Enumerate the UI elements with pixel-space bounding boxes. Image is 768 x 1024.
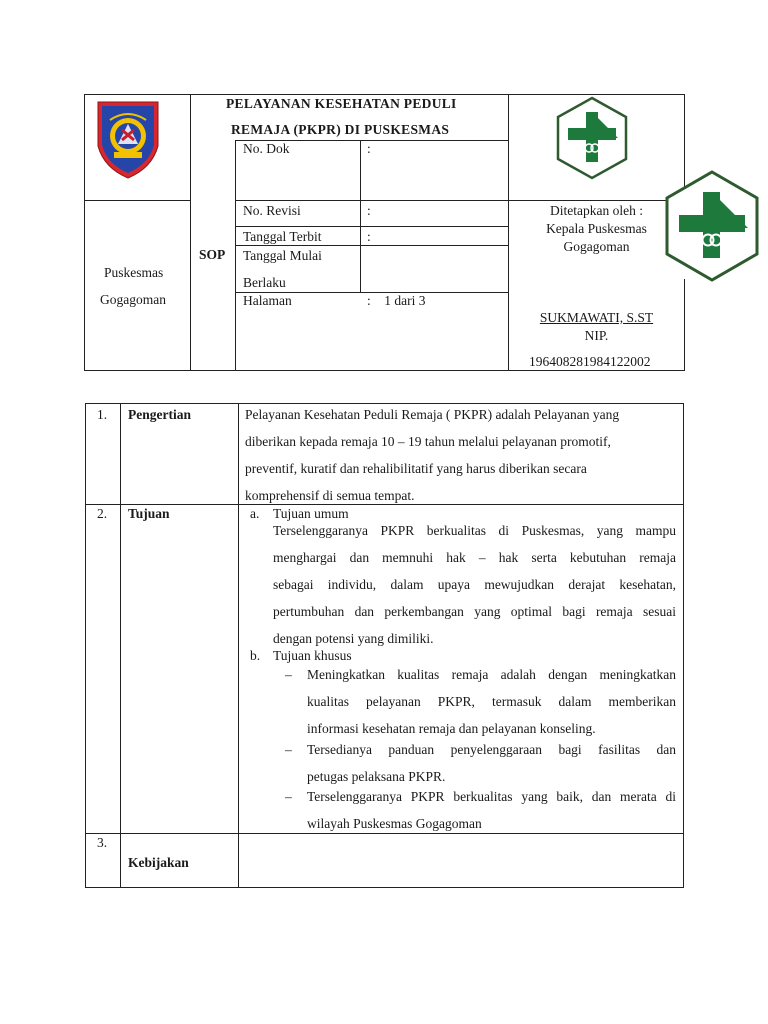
field-tanggal-mulai-label: Tanggal Mulai <box>243 248 322 263</box>
puskesmas-logo <box>556 96 628 180</box>
field-halaman-label: Halaman <box>243 293 292 308</box>
sop-label: SOP <box>199 247 226 262</box>
bullet-line: Tersedianya panduan penyelenggaraan bagi fasilitas dan <box>307 742 676 757</box>
section-number: 1. <box>97 407 108 422</box>
bullet-dash: – <box>285 667 292 682</box>
section-number: 2. <box>97 506 108 521</box>
approval-line1: Ditetapkan oleh : <box>550 203 643 218</box>
approver-name: SUKMAWATI, S.ST <box>539 310 654 325</box>
section-text-line: diberikan kepada remaja 10 – 19 tahun melalui pelayanan promotif, <box>245 434 611 449</box>
field-no-dok-label: No. Dok <box>243 141 290 156</box>
bullet-dash: – <box>285 789 292 804</box>
bullet-dash: – <box>285 742 292 757</box>
field-halaman-value: : 1 dari 3 <box>367 293 426 308</box>
approval-block <box>509 202 684 256</box>
section-heading: Pengertian <box>128 407 191 422</box>
sub-title: Tujuan khusus <box>273 648 352 663</box>
field-tanggal-terbit-value: : <box>367 229 371 244</box>
approval-line3: Gogagoman <box>563 239 630 254</box>
bullet-line: informasi kesehatan remaja dan pelayanan konseling. <box>307 721 596 736</box>
field-no-revisi-value: : <box>367 203 371 218</box>
sub-marker: b. <box>250 648 261 663</box>
section-number: 3. <box>97 835 108 850</box>
org-name-line1: Puskesmas <box>104 265 164 280</box>
bullet-line: Terselenggaranya PKPR berkualitas yang baik, dan merata di <box>307 789 676 804</box>
sub-text-line: dengan potensi yang dimiliki. <box>273 631 434 646</box>
sub-text-line: Terselenggaranya PKPR berkualitas di Puskesmas, yang mampu <box>273 523 676 538</box>
section-heading: Tujuan <box>128 506 170 521</box>
sub-text-line: menghargai dan memnuhi hak – hak serta kebutuhan remaja <box>273 550 676 565</box>
document-title-line2: REMAJA (PKPR) DI PUSKESMAS <box>231 122 450 137</box>
bullet-line: kualitas pelayanan PKPR, termasuk dalam memberikan <box>307 694 676 709</box>
section-text-line: komprehensif di semua tempat. <box>245 488 415 503</box>
section-text-line: Pelayanan Kesehatan Peduli Remaja ( PKPR) adalah Pelayanan yang <box>245 407 620 422</box>
sub-title: Tujuan umum <box>273 506 349 521</box>
section-heading: Kebijakan <box>128 855 189 870</box>
bullet-line: wilayah Puskesmas Gogagoman <box>307 816 482 831</box>
approver-nip: 196408281984122002 <box>529 354 651 369</box>
district-crest-logo <box>92 96 164 182</box>
bullet-line: petugas pelaksana PKPR. <box>307 769 446 784</box>
document-title-line1: PELAYANAN KESEHATAN PEDULI <box>226 96 457 111</box>
approval-line2: Kepala Puskesmas <box>546 221 647 236</box>
field-no-dok-value: : <box>367 141 371 156</box>
org-name-line2: Gogagoman <box>100 292 166 307</box>
bullet-line: Meningkatkan kualitas remaja adalah dengan meningkatkan <box>307 667 676 682</box>
field-tanggal-terbit-label: Tanggal Terbit <box>243 229 322 244</box>
sub-text-line: pertumbuhan dan perkembangan yang optimal bagi remaja sesuai <box>273 604 676 619</box>
field-no-revisi-label: No. Revisi <box>243 203 301 218</box>
sub-text-line: sebagai individu, dalam upaya mewujudkan derajat kesehatan, <box>273 577 676 592</box>
sub-marker: a. <box>250 506 260 521</box>
nip-label: NIP. <box>584 328 609 343</box>
section-text-line: preventif, kuratif dan rehalibilitatif yang harus diberikan secara <box>245 461 587 476</box>
field-tanggal-mulai-label2: Berlaku <box>243 275 286 290</box>
